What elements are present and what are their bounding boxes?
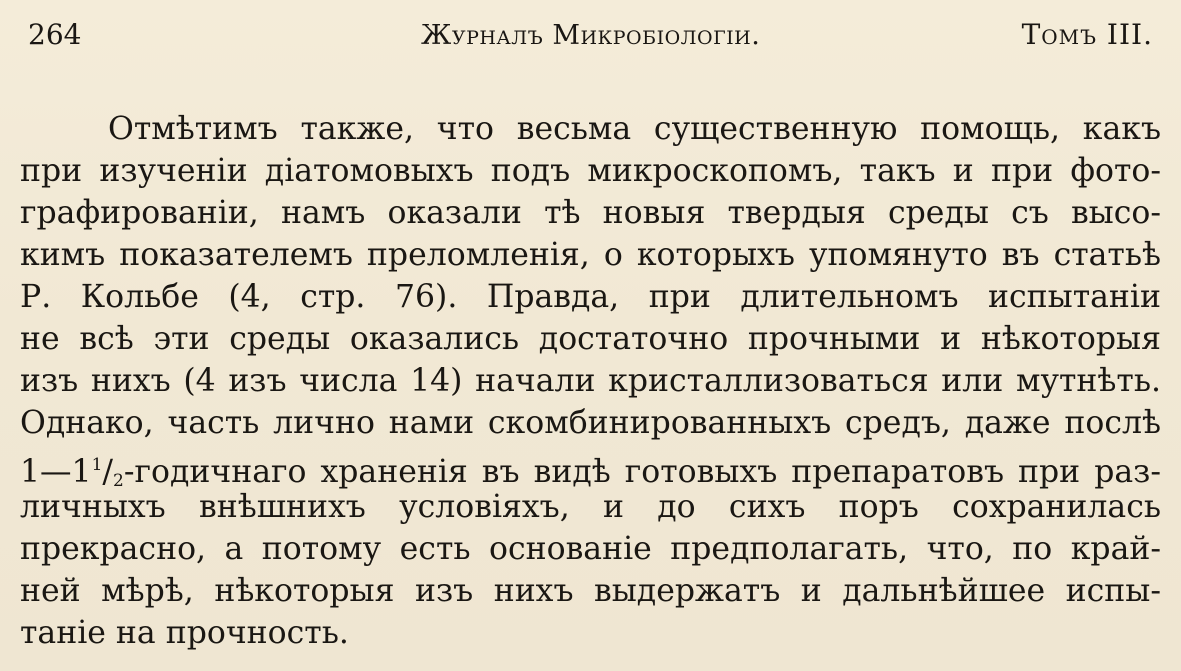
paragraph — [20, 108, 1161, 654]
text-line: изъ нихъ (4 изъ числа 14) начали кристаллизоваться или мутнѣть. — [20, 363, 1161, 399]
text-line: Однако, часть лично нами скомбинированныхъ средъ, даже послѣ — [20, 405, 1161, 441]
fraction-slash: / — [102, 454, 114, 490]
text-line: кимъ показателемъ преломленія, о которыхъ упомянуто въ статьѣ — [20, 237, 1161, 273]
page-number: 264 — [28, 18, 82, 51]
text-line: таніе на прочность. — [20, 615, 349, 651]
fraction-denominator: 2 — [113, 471, 124, 491]
fraction-numerator: 1 — [91, 455, 103, 475]
journal-title: Журналъ Микробіологіи. — [421, 20, 761, 51]
text-line: ней мѣрѣ, нѣкоторыя изъ нихъ выдержатъ и дальнѣйшее испы- — [20, 573, 1161, 609]
text-line: прекрасно, а потому есть основаніе предполагать, что, по край- — [20, 531, 1161, 567]
volume-label: Томъ III. — [1021, 18, 1153, 51]
text-line: не всѣ эти среды оказались достаточно прочными и нѣкоторыя — [20, 321, 1161, 357]
text-line-rest: -годичнаго храненія въ видѣ готовыхъ препаратовъ при раз- — [123, 454, 1161, 490]
text-line: графированіи, намъ оказали тѣ новыя твердыя среды съ высо- — [20, 195, 1161, 231]
text-line: Р. Кольбе (4, стр. 76). Правда, при длительномъ испытаніи — [20, 279, 1161, 315]
fraction-whole: 1—1 — [20, 454, 92, 490]
text-line: при изученіи діатомовыхъ подъ микроскопомъ, такъ и при фото- — [20, 153, 1161, 189]
text-line: Отмѣтимъ также, что весьма существенную помощь, какъ — [108, 111, 1161, 147]
text-line-with-fraction — [20, 444, 1161, 491]
text-line: личныхъ внѣшнихъ условіяхъ, и до сихъ поръ сохранилась — [20, 489, 1161, 525]
running-header — [18, 0, 1163, 84]
